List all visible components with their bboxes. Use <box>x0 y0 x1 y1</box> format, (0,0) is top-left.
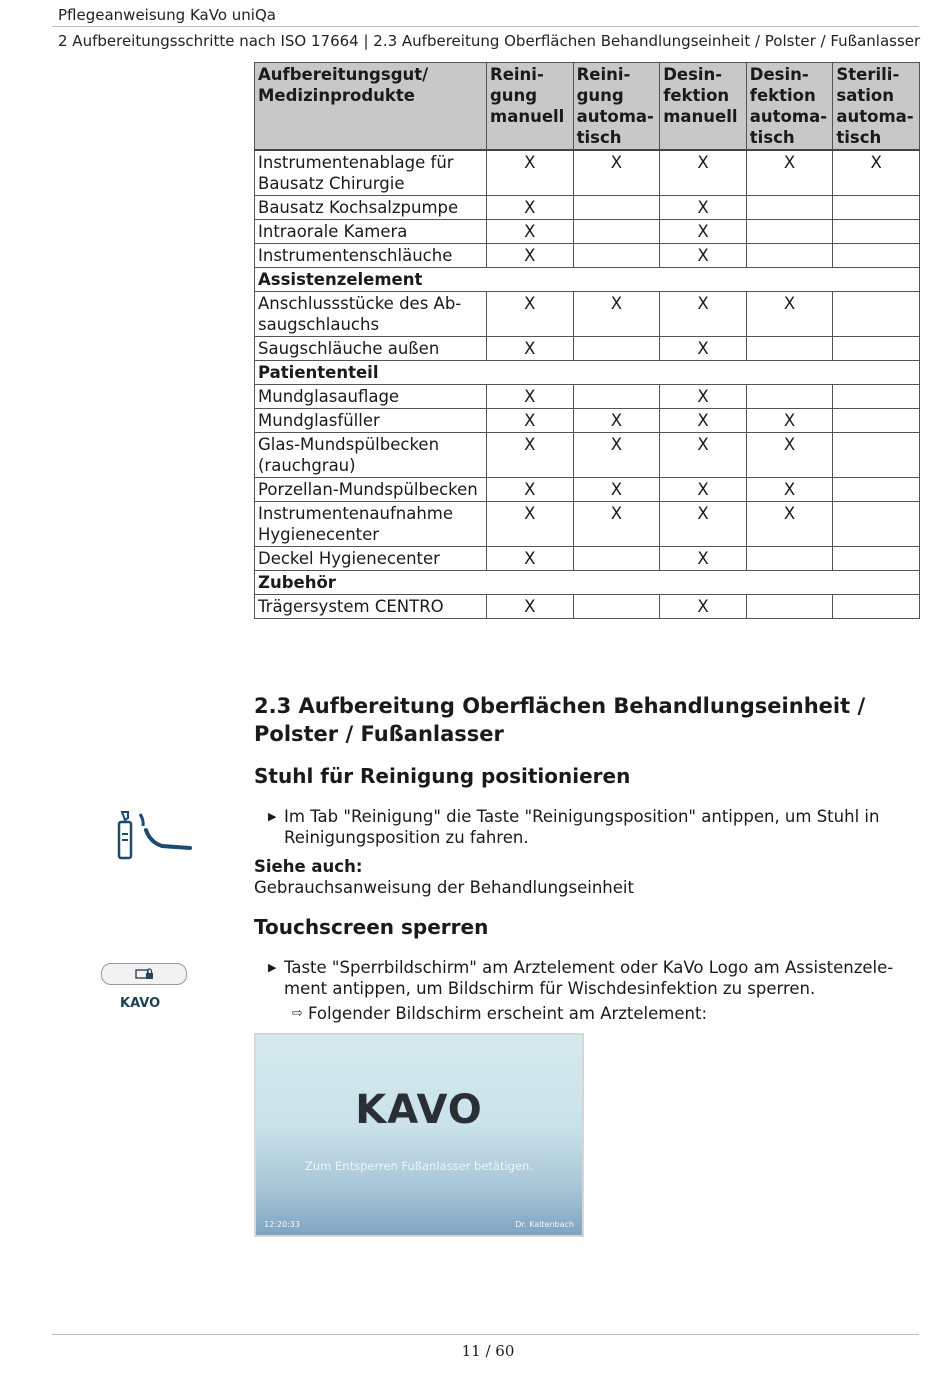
table-row <box>255 478 920 502</box>
method-cell <box>833 433 920 478</box>
step-text: Im Tab "Reinigung" die Taste "Reinigungsposition" antippen, um Stuhl in Reinigungsposition zu fahren. <box>284 807 880 847</box>
method-cell: X <box>487 196 574 220</box>
column-header-method: Desin- fektion automa- tisch <box>746 63 833 151</box>
method-cell: X <box>660 196 747 220</box>
method-cell: X <box>660 595 747 619</box>
method-cell: X <box>746 292 833 337</box>
method-cell <box>573 337 660 361</box>
footer-divider <box>52 1334 919 1335</box>
item-name: Deckel Hygienecenter <box>255 547 487 571</box>
table-group-row <box>255 571 920 595</box>
result-arrow-icon: ⇨ <box>292 1006 303 1021</box>
bullet-arrow-icon: ▶ <box>268 810 277 823</box>
method-cell <box>746 220 833 244</box>
method-cell: X <box>660 337 747 361</box>
method-cell: X <box>746 433 833 478</box>
item-name: Instrumentenablage für Bausatz Chirurgie <box>255 150 487 196</box>
lock-screen-preview <box>254 1033 584 1237</box>
method-cell: X <box>660 244 747 268</box>
method-cell: X <box>746 502 833 547</box>
method-cell <box>573 385 660 409</box>
method-cell: X <box>487 292 574 337</box>
header-divider <box>52 26 919 27</box>
method-cell <box>573 595 660 619</box>
bullet-arrow-icon: ▶ <box>268 961 277 974</box>
method-cell: X <box>487 595 574 619</box>
table-row <box>255 220 920 244</box>
method-cell <box>833 244 920 268</box>
table-row <box>255 595 920 619</box>
method-cell: X <box>487 409 574 433</box>
method-cell <box>573 547 660 571</box>
method-cell <box>746 547 833 571</box>
table-row <box>255 196 920 220</box>
method-cell: X <box>573 292 660 337</box>
method-cell <box>746 595 833 619</box>
method-cell <box>833 547 920 571</box>
item-name: Glas-Mundspülbecken (rauchgrau) <box>255 433 487 478</box>
result-text: Folgender Bildschirm erscheint am Arztelement: <box>308 1004 707 1023</box>
table-row <box>255 502 920 547</box>
method-cell: X <box>487 244 574 268</box>
method-cell: X <box>573 502 660 547</box>
method-cell: X <box>487 385 574 409</box>
method-cell: X <box>487 547 574 571</box>
item-name: Intraorale Kamera <box>255 220 487 244</box>
method-cell <box>833 385 920 409</box>
group-label: Assistenzelement <box>255 268 920 292</box>
method-cell: X <box>833 150 920 196</box>
table-row <box>255 385 920 409</box>
table-row <box>255 433 920 478</box>
method-cell: X <box>487 220 574 244</box>
method-cell <box>573 196 660 220</box>
method-cell: X <box>660 292 747 337</box>
method-cell <box>573 220 660 244</box>
method-cell <box>573 244 660 268</box>
group-label: Zubehör <box>255 571 920 595</box>
method-cell: X <box>487 337 574 361</box>
item-name: Mundglasfüller <box>255 409 487 433</box>
document-title: Pflegeanweisung KaVo uniQa <box>58 6 276 24</box>
screen-unlock-message: Zum Entsperren Fußanlasser betätigen. <box>305 1159 533 1173</box>
item-name: Trägersystem CENTRO <box>255 595 487 619</box>
step-text: Taste "Sperrbildschirm" am Arztelement oder KaVo Logo am Assistenzele- ment antippen, um Bildschirm für Wischdesinfektion zu sperren. <box>284 958 894 998</box>
page-number: 11 / 60 <box>461 1342 515 1360</box>
method-cell: X <box>746 478 833 502</box>
method-cell: X <box>660 502 747 547</box>
method-cell <box>833 502 920 547</box>
method-cell: X <box>660 547 747 571</box>
lock-screen-button[interactable] <box>101 963 187 985</box>
method-cell <box>833 409 920 433</box>
section-title: 2.3 Aufbereitung Oberflächen Behandlungseinheit / Polster / Fußanlasser <box>254 694 866 746</box>
item-name: Instrumentenschläuche <box>255 244 487 268</box>
method-cell: X <box>487 433 574 478</box>
method-cell <box>746 385 833 409</box>
item-name: Anschlussstücke des Ab- saugschlauchs <box>255 292 487 337</box>
table-row <box>255 337 920 361</box>
screen-user-name: Dr. Kaltenbach <box>515 1220 574 1229</box>
item-name: Saugschläuche außen <box>255 337 487 361</box>
method-cell <box>833 292 920 337</box>
method-cell: X <box>746 409 833 433</box>
group-label: Patiententeil <box>255 361 920 385</box>
column-header-method: Sterili- sation automa- tisch <box>833 63 920 151</box>
table-header-row <box>255 63 920 151</box>
lock-screen-icon <box>135 967 155 981</box>
screen-kavo-logo: KAVO <box>355 1087 483 1133</box>
method-cell: X <box>487 478 574 502</box>
reprocessing-table <box>254 62 920 619</box>
method-cell: X <box>660 385 747 409</box>
method-cell <box>746 244 833 268</box>
chapter-breadcrumb: 2 Aufbereitungsschritte nach ISO 17664 | 2.3 Aufbereitung Oberflächen Behandlungseinheit / Polster / Fußanlasser <box>58 32 921 50</box>
method-cell <box>833 337 920 361</box>
method-cell: X <box>573 150 660 196</box>
method-cell: X <box>660 220 747 244</box>
method-cell: X <box>660 433 747 478</box>
method-cell <box>833 220 920 244</box>
subsection-title-lock: Touchscreen sperren <box>254 915 489 939</box>
method-cell: X <box>660 409 747 433</box>
method-cell <box>833 595 920 619</box>
method-cell: X <box>487 150 574 196</box>
table-row <box>255 409 920 433</box>
column-header-method: Reini- gung automa- tisch <box>573 63 660 151</box>
subsection-title-chair: Stuhl für Reinigung positionieren <box>254 764 631 788</box>
method-cell: X <box>746 150 833 196</box>
method-cell: X <box>660 150 747 196</box>
item-name: Bausatz Kochsalzpumpe <box>255 196 487 220</box>
method-cell <box>746 196 833 220</box>
table-group-row <box>255 268 920 292</box>
step-chair-position <box>268 806 908 848</box>
table-row <box>255 150 920 196</box>
method-cell: X <box>660 478 747 502</box>
result-line <box>292 1003 902 1024</box>
table-row <box>255 547 920 571</box>
method-cell: X <box>573 478 660 502</box>
item-name: Porzellan-Mundspülbecken <box>255 478 487 502</box>
step-lock-screen <box>268 957 908 999</box>
method-cell <box>746 337 833 361</box>
column-header-method: Desin- fektion manuell <box>660 63 747 151</box>
column-header-method: Reini- gung manuell <box>487 63 574 151</box>
table-group-row <box>255 361 920 385</box>
column-header-item: Aufbereitungsgut/ Medizinprodukte <box>255 63 487 151</box>
item-name: Mundglasauflage <box>255 385 487 409</box>
method-cell: X <box>573 409 660 433</box>
item-name: Instrumentenaufnahme Hygienecenter <box>255 502 487 547</box>
kavo-logo[interactable]: KAVO <box>120 996 161 1011</box>
method-cell: X <box>487 502 574 547</box>
see-also-label: Siehe auch: <box>254 857 363 876</box>
see-also-link[interactable]: Gebrauchsanweisung der Behandlungseinheit <box>254 878 634 897</box>
chair-cleaning-position-icon <box>110 808 194 862</box>
table-row <box>255 292 920 337</box>
method-cell: X <box>573 433 660 478</box>
method-cell <box>833 478 920 502</box>
screen-clock: 12:20:33 <box>264 1220 300 1229</box>
method-cell <box>833 196 920 220</box>
table-body <box>255 150 920 619</box>
table-row <box>255 244 920 268</box>
